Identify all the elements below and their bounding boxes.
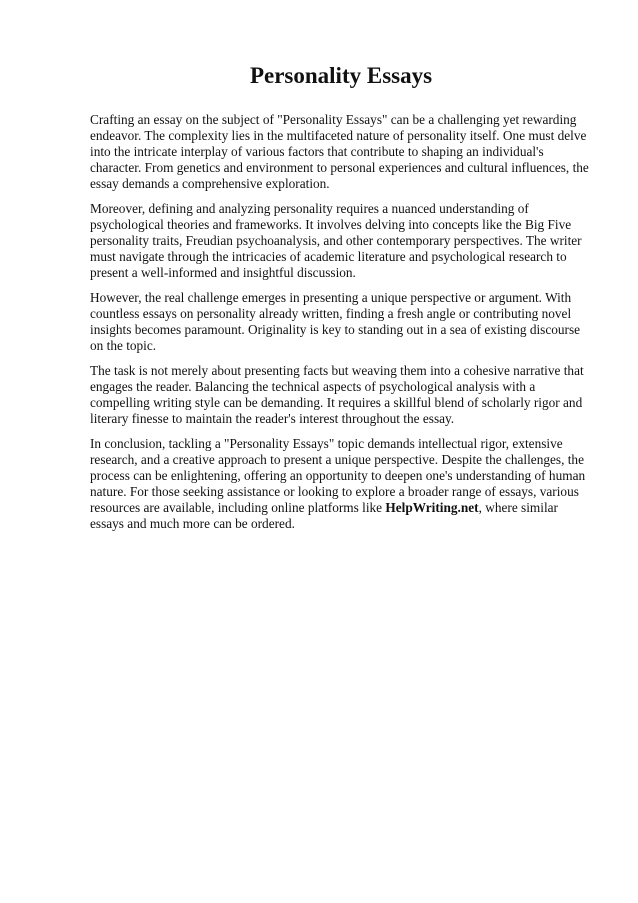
paragraph-1: Crafting an essay on the subject of "Personality Essays" can be a challenging yet rewarding endeavor. The complexity lies in the multifaceted nature of personality itself. One must delve into the intricate interplay of various factors that contribute to shaping an individual's character. From genetics and environment to personal experiences and cultural influences, the essay demands a comprehensive exploration. [90, 112, 589, 191]
helpwriting-link[interactable]: HelpWriting.net [385, 500, 479, 515]
page-title: Personality Essays [249, 63, 433, 88]
paragraph-2: Moreover, defining and analyzing personality requires a nuanced understanding of psychological theories and frameworks. It involves delving into concepts like the Big Five personality traits, Freudian psychoanalysis, and other contemporary perspectives. The writer must navigate through the intricacies of academic literature and psychological research to present a well-informed and insightful discussion. [90, 201, 582, 280]
paragraph-3: However, the real challenge emerges in presenting a unique perspective or argument. With countless essays on personality already written, finding a fresh angle or contributing novel insights becomes paramount. Originality is key to standing out in a sea of existing discourse on the topic. [90, 290, 581, 353]
paragraph-5 [90, 436, 592, 532]
paragraph-5-text-before-link: In conclusion, tackling a "Personality Essays" topic demands intellectual rigor, extensive research, and a creative approach to present a unique perspective. Despite the challenges, the process can be enlightening, offering an opportunity to deepen one's understanding of human nature. For those seeking assistance or looking to explore a broader range of essays, various resources are available, including online platforms like [90, 436, 586, 515]
paragraph-4: The task is not merely about presenting facts but weaving them into a cohesive narrative that engages the reader. Balancing the technical aspects of psychological analysis with a compelling writing style can be demanding. It requires a skillful blend of scholarly rigor and literary finesse to maintain the reader's interest throughout the essay. [90, 363, 584, 426]
paragraph-5-text-after-link: , where similar essays and much more can be ordered. [90, 500, 558, 531]
